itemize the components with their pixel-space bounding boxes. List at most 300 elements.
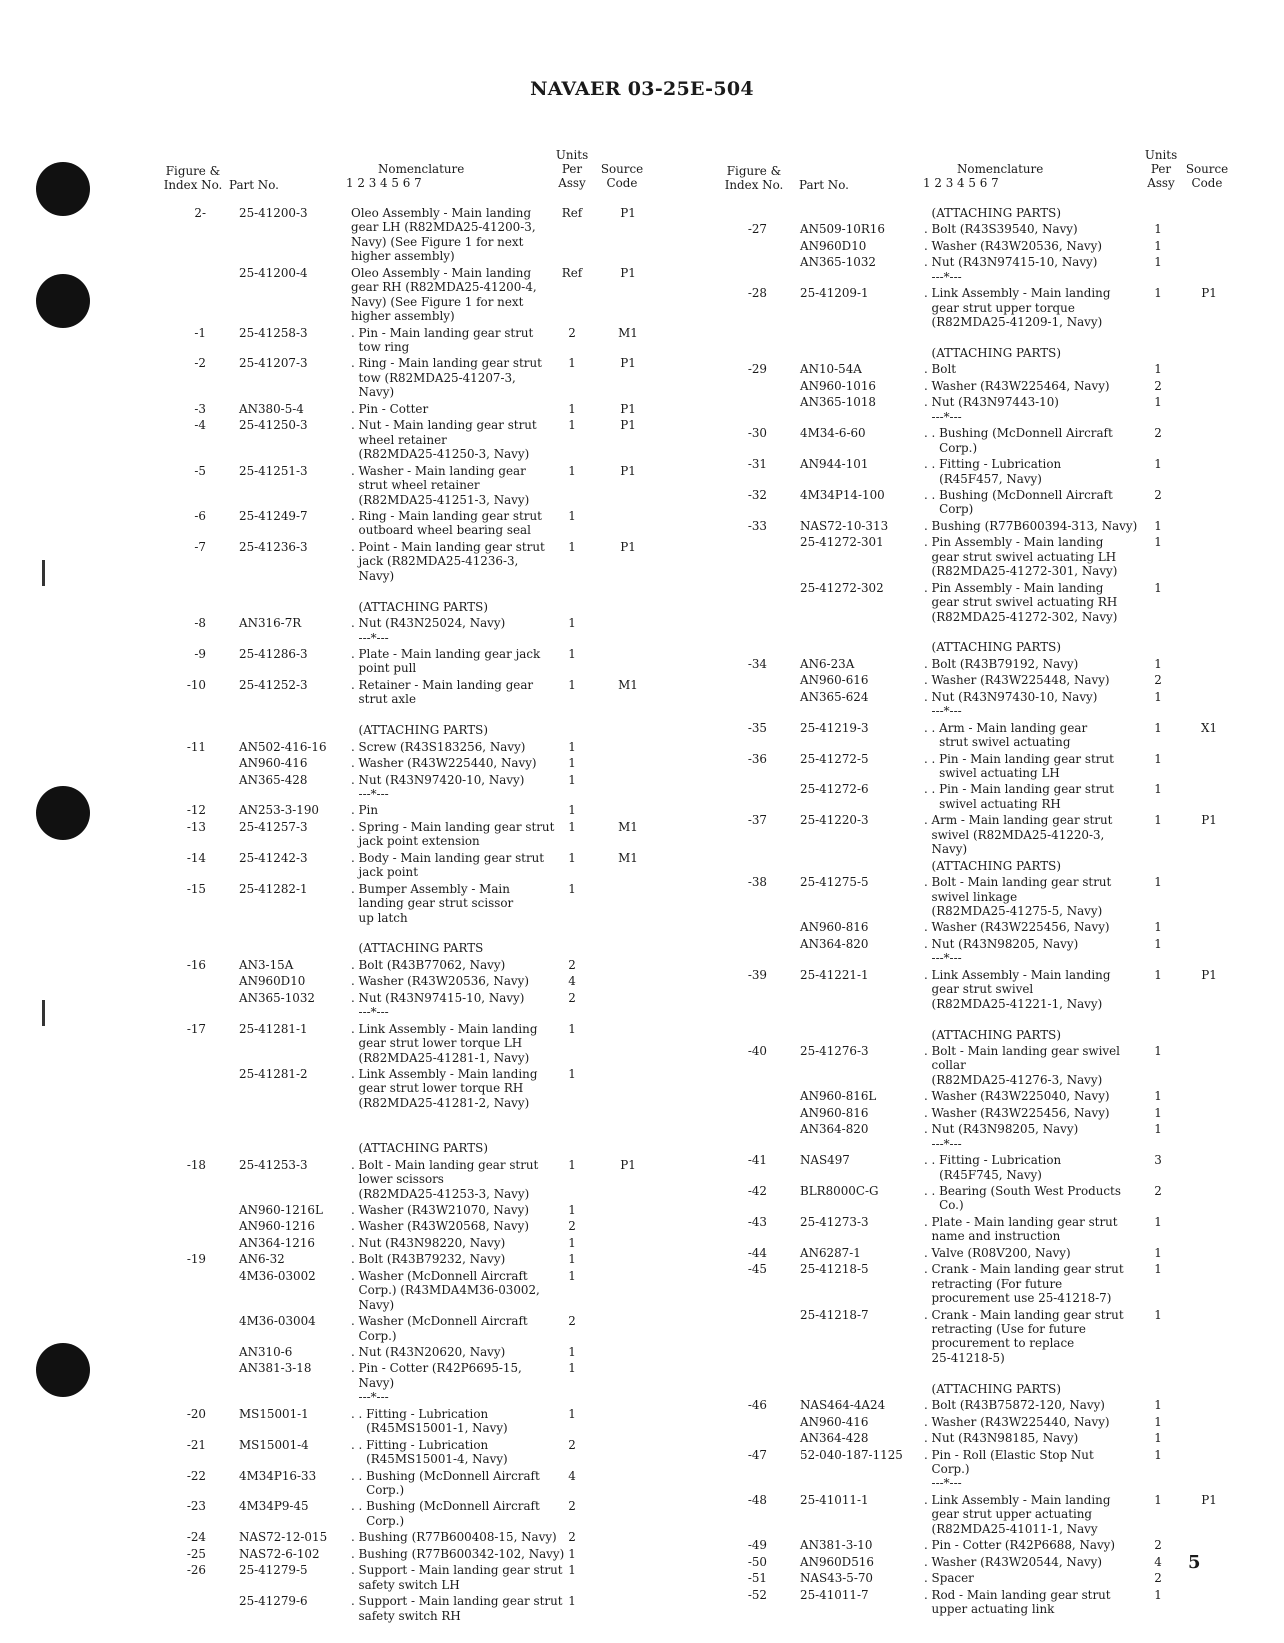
parts-row — [723, 1013, 1284, 1044]
units-per-assy: 1 — [1154, 1431, 1162, 1446]
nomenclature-line: Navy) (See Figure 1 for next — [351, 294, 524, 309]
units-per-assy: 1 — [1154, 656, 1162, 671]
nomenclature — [924, 1044, 1129, 1087]
nomenclature — [924, 1262, 1129, 1305]
nomenclature — [351, 773, 556, 802]
parts-row — [162, 1236, 782, 1252]
nomenclature-line — [351, 1127, 556, 1141]
figure-index: -26 — [186, 1563, 206, 1578]
figure-index: -37 — [747, 813, 767, 828]
figure-index: -23 — [186, 1499, 206, 1514]
nomenclature-line: gear strut swivel actuating RH — [924, 595, 1118, 610]
figure-index: -7 — [194, 539, 206, 554]
nomenclature-line: . . Fitting - Lubrication — [924, 1153, 1062, 1168]
part-number: 25-41219-3 — [800, 720, 869, 735]
parts-row — [723, 1089, 1284, 1105]
nomenclature-line: procurement to replace — [924, 1336, 1075, 1351]
part-number: 25-41253-3 — [239, 1157, 308, 1172]
parts-row — [723, 1398, 1284, 1414]
binder-hole-lower — [36, 786, 90, 840]
nomenclature-line: gear strut swivel — [924, 982, 1034, 997]
nomenclature — [924, 673, 1129, 687]
part-number: AN364-428 — [800, 1431, 869, 1446]
nomenclature-line: . Bolt - Main landing gear swivel — [924, 1044, 1120, 1059]
nomenclature-line: . Bolt (R43B79232, Navy) — [351, 1252, 506, 1267]
nomenclature — [351, 1438, 556, 1467]
figure-index: -1 — [194, 325, 206, 340]
nomenclature-line: (R82MDA25-41011-1, Navy — [924, 1521, 1098, 1536]
nomenclature-line: swivel actuating LH — [924, 766, 1060, 780]
figure-index: -32 — [747, 487, 767, 502]
nomenclature-line: Corp.) (R43MDA4M36-03002, — [351, 1283, 540, 1298]
units-per-assy: 1 — [568, 418, 576, 433]
parts-row — [162, 1530, 782, 1546]
part-number: AN960-816L — [800, 1089, 877, 1104]
parts-row — [723, 457, 1284, 488]
part-number: 25-41200-3 — [239, 206, 308, 220]
figure-index: -40 — [747, 1044, 767, 1059]
part-number: 25-41272-302 — [800, 580, 884, 595]
units-per-assy: 2 — [1154, 673, 1162, 688]
nomenclature-line: strut swivel actuating — [924, 735, 1071, 750]
nomenclature-line — [351, 1112, 556, 1126]
nomenclature — [924, 457, 1129, 486]
nomenclature-line: gear strut upper actuating — [924, 1507, 1093, 1522]
nomenclature — [924, 1448, 1129, 1491]
figure-index: -31 — [747, 457, 767, 472]
nomenclature-line: gear strut lower torque LH — [351, 1036, 523, 1051]
nomenclature-line: ---*--- — [924, 269, 962, 284]
nomenclature-line: . Link Assembly - Main landing — [924, 967, 1111, 982]
nomenclature-line: . Washer (R43W20536, Navy) — [924, 238, 1102, 253]
nomenclature-line: . . Fitting - Lubrication — [924, 457, 1062, 472]
parts-row — [162, 756, 782, 772]
units-per-assy: 1 — [1154, 1262, 1162, 1277]
source-code: P1 — [620, 356, 636, 371]
nomenclature-line: . Nut - Main landing gear strut — [351, 418, 537, 433]
units-per-assy: 1 — [1154, 535, 1162, 550]
nomenclature-line: ---*--- — [924, 951, 962, 966]
units-per-assy: 1 — [1154, 457, 1162, 472]
nomenclature — [924, 721, 1129, 750]
units-per-assy: 1 — [568, 803, 576, 818]
nomenclature-line: . Link Assembly - Main landing — [351, 1021, 538, 1036]
figure-index: -19 — [186, 1252, 206, 1267]
nomenclature — [351, 1530, 556, 1544]
nomenclature-line: ---*--- — [924, 704, 962, 719]
units-per-assy: 1 — [1154, 689, 1162, 704]
parts-row — [162, 678, 782, 709]
nomenclature — [351, 1236, 556, 1250]
parts-row — [162, 1022, 782, 1067]
part-number: AN3-15A — [239, 957, 294, 972]
part-number: 25-41272-5 — [800, 751, 869, 766]
units-per-assy: 2 — [568, 1314, 576, 1329]
units-per-assy: 1 — [568, 1235, 576, 1250]
nomenclature — [351, 974, 556, 988]
parts-row — [162, 402, 782, 418]
nomenclature-line: . Nut (R43N25024, Navy) — [351, 616, 506, 631]
nomenclature-line: (ATTACHING PARTS) — [924, 1381, 1061, 1396]
parts-row — [723, 239, 1284, 255]
part-header: Part No. — [799, 178, 849, 192]
nomenclature-line: strut axle — [351, 692, 416, 707]
code-header: Code — [1191, 176, 1223, 190]
nomenclature-line: . Plate - Main landing gear strut — [924, 1214, 1118, 1229]
parts-row — [723, 206, 1284, 222]
nomenclature-line: outboard wheel bearing seal — [351, 523, 531, 538]
nomenclature-line: . . Pin - Main landing gear strut — [924, 751, 1114, 766]
units-per-assy: 1 — [1154, 967, 1162, 982]
nomenclature — [351, 958, 556, 972]
nomenclature — [351, 1594, 563, 1623]
source-header: Source — [1185, 162, 1229, 176]
nomenclature-line: Navy) — [351, 568, 395, 583]
nomenclature-line: higher assembly) — [351, 249, 455, 264]
nomenclature — [924, 581, 1129, 624]
figure-index: -13 — [186, 819, 206, 834]
part-number: 25-41281-2 — [239, 1066, 308, 1081]
units-per-assy: 2 — [568, 1530, 576, 1545]
parts-row — [162, 882, 782, 927]
nomenclature — [351, 803, 556, 817]
nomenclature-line: . Nut (R43N97443-10) — [924, 395, 1059, 410]
nomenclature-line: Corp) — [924, 502, 974, 517]
nomenclature-line: . Crank - Main landing gear strut — [924, 1307, 1124, 1322]
nomenclature — [924, 1089, 1129, 1103]
units-per-assy: 2 — [568, 990, 576, 1005]
part-number: AN960D516 — [800, 1554, 874, 1569]
nomenclature — [924, 1308, 1129, 1366]
nomenclature-line: (R82MDA25-41221-1, Navy) — [924, 996, 1103, 1011]
nomenclature-line: . Link Assembly - Main landing — [924, 1492, 1111, 1507]
nomenclature-line: . Pin Assembly - Main landing — [924, 580, 1104, 595]
nomenclature-line: Corp.) — [351, 1513, 405, 1528]
source-code: M1 — [618, 850, 638, 865]
units-per-assy: 2 — [1154, 1538, 1162, 1553]
nomenclature-line: (R82MDA25-41281-2, Navy) — [351, 1095, 530, 1110]
nomenclature-line: (ATTACHING PARTS) — [924, 1027, 1061, 1042]
nomenclature-line: (R82MDA25-41281-1, Navy) — [351, 1050, 530, 1065]
units-per-assy: 1 — [568, 677, 576, 692]
nomenclature-line: (R82MDA25-41253-3, Navy) — [351, 1186, 530, 1201]
parts-row — [162, 1345, 782, 1361]
part-number: 25-41221-1 — [800, 967, 869, 982]
nomenclature — [351, 1563, 563, 1592]
nomenclature-line: . . Bushing (McDonnell Aircraft — [351, 1499, 540, 1514]
nomenclature — [351, 540, 556, 583]
figure-index: -20 — [186, 1406, 206, 1421]
nomenclature-line: . Body - Main landing gear strut — [351, 850, 545, 865]
nomenclature-line: . Rod - Main landing gear strut — [924, 1587, 1111, 1602]
nomenclature-line: (R82MDA25-41209-1, Navy) — [924, 315, 1103, 330]
units-per-assy: 1 — [568, 1268, 576, 1283]
nomenclature-line: . . Bearing (South West Products — [924, 1184, 1121, 1199]
part-number: NAS72-6-102 — [239, 1546, 320, 1561]
nomenclature-line: . Washer (R43W20544, Navy) — [924, 1554, 1102, 1569]
part-number: AN509-10R16 — [800, 222, 885, 237]
figure-index: -38 — [747, 875, 767, 890]
nomenclature-line: higher assembly) — [351, 309, 455, 324]
nomenclature — [924, 1431, 1129, 1445]
parts-row — [723, 488, 1284, 519]
parts-row — [723, 1367, 1284, 1398]
figure-index: 2- — [194, 206, 206, 220]
nomenclature-line: . . Fitting - Lubrication — [351, 1406, 489, 1421]
nomenclature — [924, 1122, 1129, 1151]
nomenclature-line: . Screw (R43S183256, Navy) — [351, 739, 526, 754]
units-per-assy: 1 — [1154, 1587, 1162, 1602]
units-per-header: Per — [561, 162, 583, 176]
units-per-assy: 2 — [568, 957, 576, 972]
units-header: Units — [1144, 148, 1178, 162]
nomenclature — [924, 1246, 1129, 1260]
source-code: P1 — [620, 206, 636, 220]
nomenclature-line: ---*--- — [924, 1476, 962, 1491]
part-number: AN365-428 — [239, 772, 308, 787]
nomenclature-line: jack (R82MDA25-41236-3, — [351, 554, 519, 569]
nomenclature — [924, 1367, 1129, 1396]
nomenclature-line: (R82MDA25-41275-5, Navy) — [924, 904, 1103, 919]
units-per-assy: 1 — [1154, 1044, 1162, 1059]
nomenclature-line: swivel linkage — [924, 889, 1018, 904]
nomenclature — [351, 1361, 556, 1404]
part-number: 25-41251-3 — [239, 463, 308, 478]
nomenclature-line: . Washer (McDonnell Aircraft — [351, 1314, 528, 1329]
indent-levels-header: 1 2 3 4 5 6 7 — [346, 176, 422, 190]
parts-row — [162, 266, 782, 326]
nomenclature-line: jack point extension — [351, 834, 480, 849]
figure-index: -36 — [747, 751, 767, 766]
parts-row — [723, 752, 1284, 783]
nomenclature — [351, 709, 556, 738]
binder-hole-upper — [36, 274, 90, 328]
nomenclature-line: 25-41218-5) — [924, 1350, 1005, 1365]
part-number: 25-41252-3 — [239, 677, 308, 692]
nomenclature-line: (R82MDA25-41250-3, Navy) — [351, 447, 530, 462]
nomenclature-line — [351, 585, 556, 599]
source-header: Source — [600, 162, 644, 176]
source-code: P1 — [620, 401, 636, 416]
nomenclature-line: . Nut (R43N97415-10, Navy) — [924, 255, 1098, 270]
units-per-assy: 4 — [568, 1468, 576, 1483]
figure-index: -35 — [747, 720, 767, 735]
parts-row — [162, 1067, 782, 1112]
units-per-assy: 1 — [568, 646, 576, 661]
part-number: 25-41258-3 — [239, 325, 308, 340]
left-column-header — [162, 0, 782, 210]
nomenclature-line: . Nut (R43N20620, Navy) — [351, 1344, 506, 1359]
nomenclature — [924, 379, 1129, 393]
nomenclature-line: . Washer (R43W225448, Navy) — [924, 673, 1110, 688]
part-header: Part No. — [229, 178, 279, 192]
parts-row — [723, 1571, 1284, 1587]
part-number: 25-41218-5 — [800, 1262, 869, 1277]
parts-row — [723, 782, 1284, 813]
nomenclature-line: (R45F457, Navy) — [924, 471, 1042, 486]
parts-row — [723, 937, 1284, 968]
nomenclature — [924, 518, 1138, 533]
part-number: AN6-32 — [239, 1252, 285, 1267]
figure-index: -50 — [747, 1554, 767, 1569]
parts-row — [162, 974, 782, 990]
nomenclature-line: . Bushing (R77B600394-313, Navy) — [924, 518, 1138, 533]
part-number: AN960-816 — [800, 1105, 869, 1120]
part-number: AN6-23A — [800, 656, 855, 671]
figure-index: -8 — [194, 616, 206, 631]
nomenclature — [351, 1314, 556, 1343]
part-number: NAS497 — [800, 1153, 850, 1168]
parts-row — [723, 255, 1284, 286]
nomenclature-line: (ATTACHING PARTS) — [924, 858, 1061, 873]
units-per-assy: 1 — [568, 1157, 576, 1172]
units-per-assy: 2 — [1154, 1184, 1162, 1199]
nomenclature-line: (ATTACHING PARTS — [351, 941, 484, 956]
parts-row — [162, 1594, 782, 1625]
nomenclature-line: ---*--- — [351, 786, 389, 801]
parts-row — [162, 1499, 782, 1530]
units-per-assy: 1 — [1154, 813, 1162, 828]
nomenclature-line: Oleo Assembly - Main landing — [351, 265, 532, 280]
parts-row — [723, 1215, 1284, 1246]
nomenclature — [924, 968, 1129, 1011]
units-per-assy: 1 — [1154, 1089, 1162, 1104]
parts-row — [162, 356, 782, 401]
document-number: NAVAER 03-25E-504 — [530, 78, 754, 100]
figure-index: -43 — [747, 1214, 767, 1229]
parts-row — [723, 1448, 1284, 1493]
nomenclature-line: . Pin - Cotter (R42P6688, Navy) — [924, 1538, 1116, 1553]
nomenclature — [351, 1067, 556, 1110]
parts-row — [162, 647, 782, 678]
units-per-assy: 1 — [1154, 1492, 1162, 1507]
units-per-assy: 1 — [1154, 1447, 1162, 1462]
nomenclature — [351, 356, 556, 399]
nomenclature — [924, 1153, 1129, 1182]
nomenclature — [351, 266, 556, 324]
nomenclature — [924, 875, 1129, 918]
source-code: P1 — [1201, 813, 1217, 828]
units-per-assy: 1 — [1154, 238, 1162, 253]
nomenclature — [351, 1158, 556, 1201]
parts-row — [723, 1262, 1284, 1307]
units-per-assy: 1 — [568, 508, 576, 523]
units-per-assy: 1 — [1154, 1414, 1162, 1429]
nomenclature — [351, 647, 556, 676]
nomenclature — [351, 820, 556, 849]
parts-row — [162, 464, 782, 509]
nomenclature-line: landing gear strut scissor — [351, 896, 514, 911]
nomenclature-line: . Bolt - Main landing gear strut — [924, 875, 1112, 890]
figure-index: -29 — [747, 362, 767, 377]
parts-row — [723, 1431, 1284, 1447]
code-header: Code — [606, 176, 638, 190]
source-code: M1 — [618, 819, 638, 834]
units-per-assy: 1 — [568, 850, 576, 865]
nomenclature-line: gear LH (R82MDA25-41200-3, — [351, 220, 536, 235]
nomenclature-line: . . Bushing (McDonnell Aircraft — [924, 487, 1113, 502]
part-number: AN6287-1 — [800, 1245, 861, 1260]
figure-header: Figure & — [165, 164, 221, 178]
units-per-assy: 2 — [568, 325, 576, 340]
nomenclature-header: Nomenclature — [378, 162, 465, 176]
parts-row — [162, 740, 782, 756]
nomenclature-line: retracting (Use for future — [924, 1322, 1086, 1337]
parts-row — [162, 958, 782, 974]
part-number: AN364-820 — [800, 1122, 869, 1137]
nomenclature — [351, 1345, 556, 1359]
nomenclature — [351, 509, 556, 538]
units-per-assy: 1 — [1154, 751, 1162, 766]
nomenclature-line: (R82MDA25-41272-302, Navy) — [924, 609, 1118, 624]
nomenclature-line: safety switch LH — [351, 1577, 460, 1592]
parts-row — [162, 709, 782, 740]
units-per-assy: 2 — [1154, 426, 1162, 441]
nomenclature — [351, 991, 556, 1020]
figure-index: -48 — [747, 1492, 767, 1507]
nomenclature — [924, 626, 1129, 655]
nomenclature-line: . Washer (McDonnell Aircraft — [351, 1268, 528, 1283]
margin-mark — [42, 560, 45, 586]
part-number: AN365-1018 — [800, 395, 876, 410]
units-per-assy: 1 — [568, 1563, 576, 1578]
nomenclature — [351, 1252, 556, 1266]
figure-index: -46 — [747, 1398, 767, 1413]
part-number: 25-41273-3 — [800, 1214, 869, 1229]
source-code: P1 — [1201, 286, 1217, 301]
parts-row — [162, 418, 782, 463]
parts-row — [723, 222, 1284, 238]
figure-index: -9 — [194, 646, 206, 661]
nomenclature-line: . Pin - Roll (Elastic Stop Nut — [924, 1447, 1094, 1462]
nomenclature-line: . Bolt - Main landing gear strut — [351, 1157, 539, 1172]
units-per-assy: 1 — [1154, 936, 1162, 951]
source-code: P1 — [620, 463, 636, 478]
figure-index: -12 — [186, 803, 206, 818]
nomenclature-line: ---*--- — [351, 630, 389, 645]
units-per-assy: 2 — [568, 1219, 576, 1234]
nomenclature — [351, 326, 556, 355]
parts-row — [723, 859, 1284, 875]
units-per-assy: Ref — [561, 265, 583, 280]
part-number: 25-41242-3 — [239, 850, 308, 865]
margin-mark — [42, 1000, 45, 1026]
nomenclature-line: ---*--- — [924, 1136, 962, 1151]
parts-row — [162, 1219, 782, 1235]
nomenclature-line: Navy) (See Figure 1 for next — [351, 234, 524, 249]
parts-row — [162, 820, 782, 851]
parts-row — [162, 326, 782, 357]
nomenclature-line: gear strut lower torque RH — [351, 1081, 524, 1096]
source-code: P1 — [1201, 1492, 1217, 1507]
part-number: AN316-7R — [239, 616, 302, 631]
part-number: AN960-1216L — [239, 1203, 323, 1217]
indent-levels-header: 1 2 3 4 5 6 7 — [923, 176, 999, 190]
nomenclature-line: . Bolt (R43B75872-120, Navy) — [924, 1398, 1105, 1413]
units-per-assy: 1 — [1154, 286, 1162, 301]
part-number: AN253-3-190 — [239, 803, 319, 818]
nomenclature — [351, 464, 556, 507]
left-parts-list — [162, 206, 782, 1625]
nomenclature — [924, 1555, 1129, 1569]
nomenclature-line: . Nut (R43N98220, Navy) — [351, 1235, 506, 1250]
nomenclature — [924, 426, 1129, 455]
nomenclature-line: . Bushing (R77B600408-15, Navy) — [351, 1530, 557, 1545]
binder-hole-top — [36, 162, 90, 216]
units-per-assy: 1 — [1154, 920, 1162, 935]
nomenclature — [351, 585, 556, 614]
units-header: Units — [555, 148, 589, 162]
